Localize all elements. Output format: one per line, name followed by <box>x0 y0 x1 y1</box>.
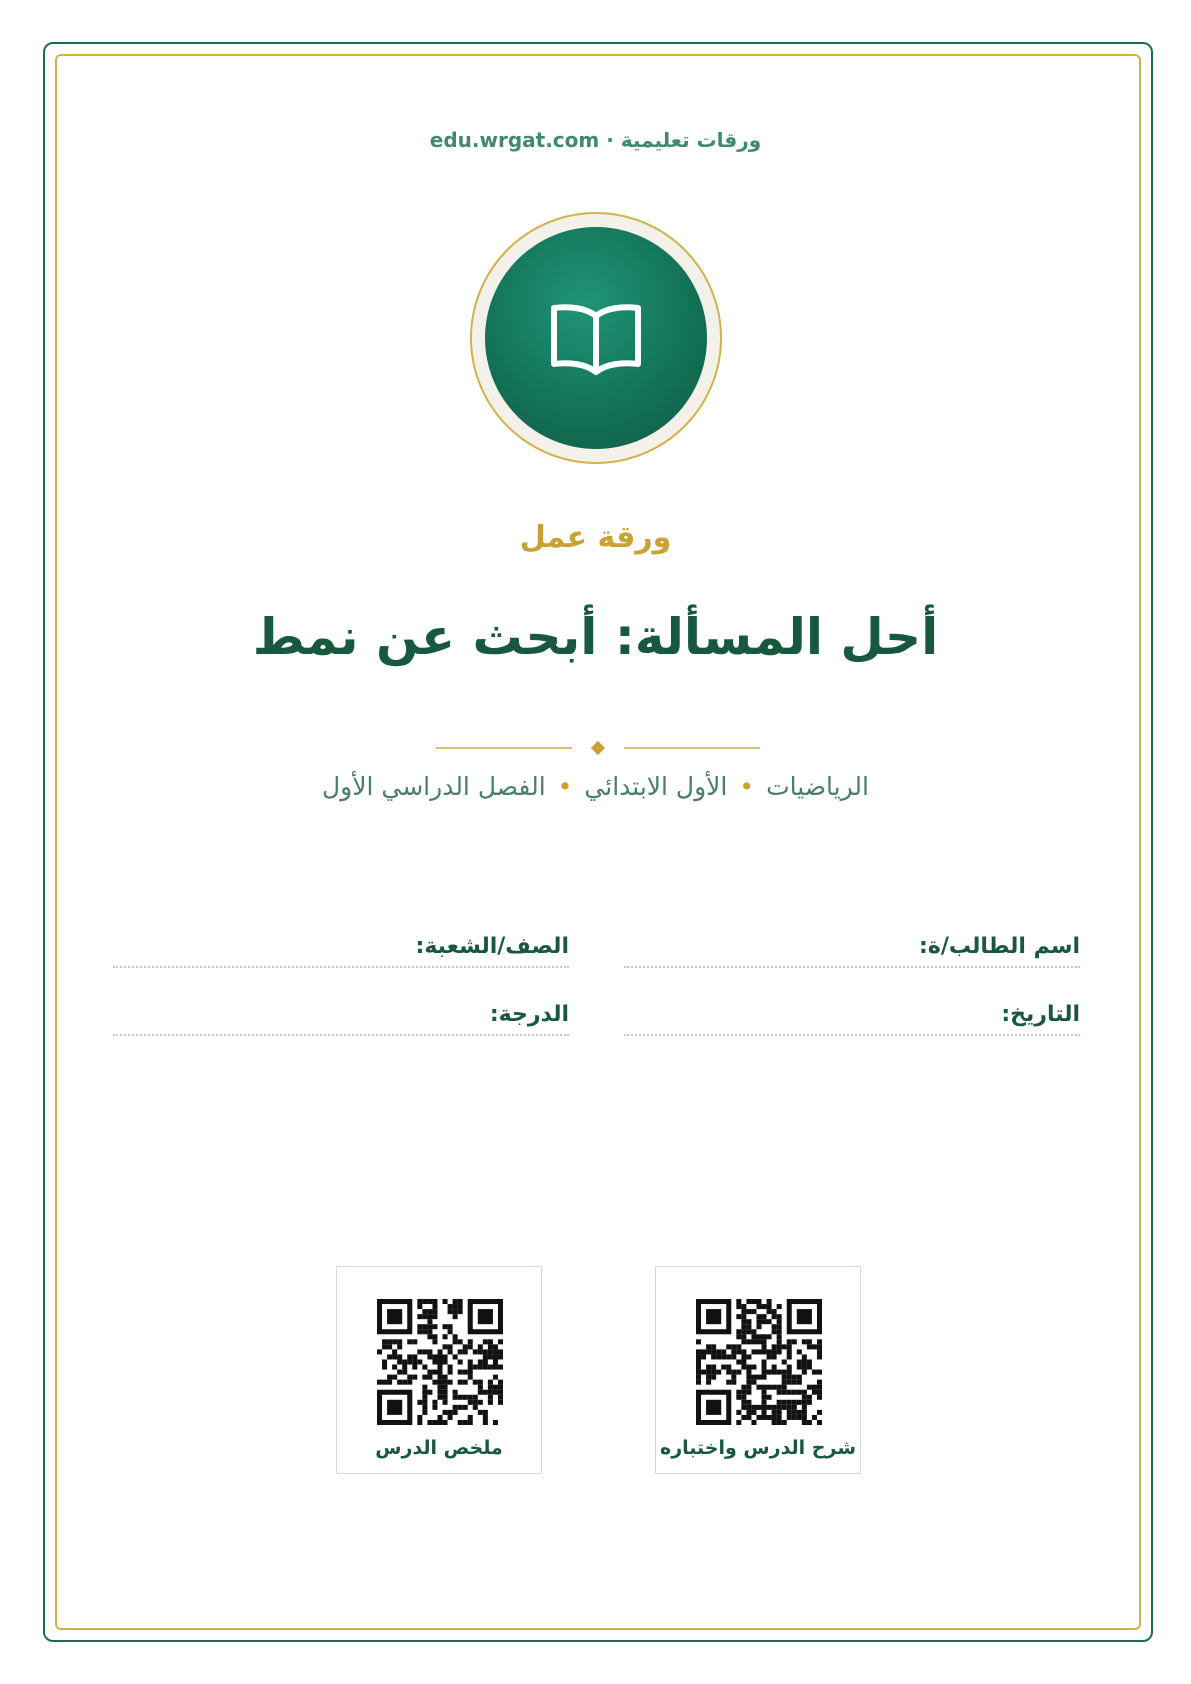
meta-subject: الرياضيات <box>766 772 869 801</box>
meta-separator: • <box>557 772 573 801</box>
score-label: الدرجة: <box>489 1002 569 1027</box>
meta-separator: • <box>739 772 755 801</box>
student-name-field[interactable] <box>624 934 1080 968</box>
open-book-icon <box>548 296 644 380</box>
qr-card-lesson-explanation[interactable] <box>655 1266 861 1474</box>
qr-card-lesson-summary[interactable] <box>336 1266 542 1474</box>
meta-grade: الأول الابتدائي <box>584 772 728 801</box>
worksheet-kicker: ورقة عمل <box>519 520 672 555</box>
meta-term: الفصل الدراسي الأول <box>322 772 546 801</box>
divider-line-left <box>436 747 572 749</box>
date-field[interactable] <box>624 1002 1080 1036</box>
qr-label: شرح الدرس واختباره <box>659 1437 857 1459</box>
page-title: أحل المسألة: أبحث عن نمط <box>252 608 939 666</box>
qr-code-icon <box>377 1299 503 1425</box>
qr-label: ملخص الدرس <box>375 1437 503 1459</box>
lesson-meta <box>0 772 1191 801</box>
class-section-label: الصف/الشعبة: <box>415 934 569 959</box>
date-label: التاريخ: <box>1001 1002 1080 1027</box>
qr-code-icon <box>696 1299 822 1425</box>
class-section-field[interactable] <box>113 934 569 968</box>
divider-line-right <box>624 747 760 749</box>
score-field[interactable] <box>113 1002 569 1036</box>
student-name-label: اسم الطالب/ة: <box>919 934 1080 959</box>
site-line: ورقات تعليمية · edu.wrgat.com <box>429 128 762 152</box>
